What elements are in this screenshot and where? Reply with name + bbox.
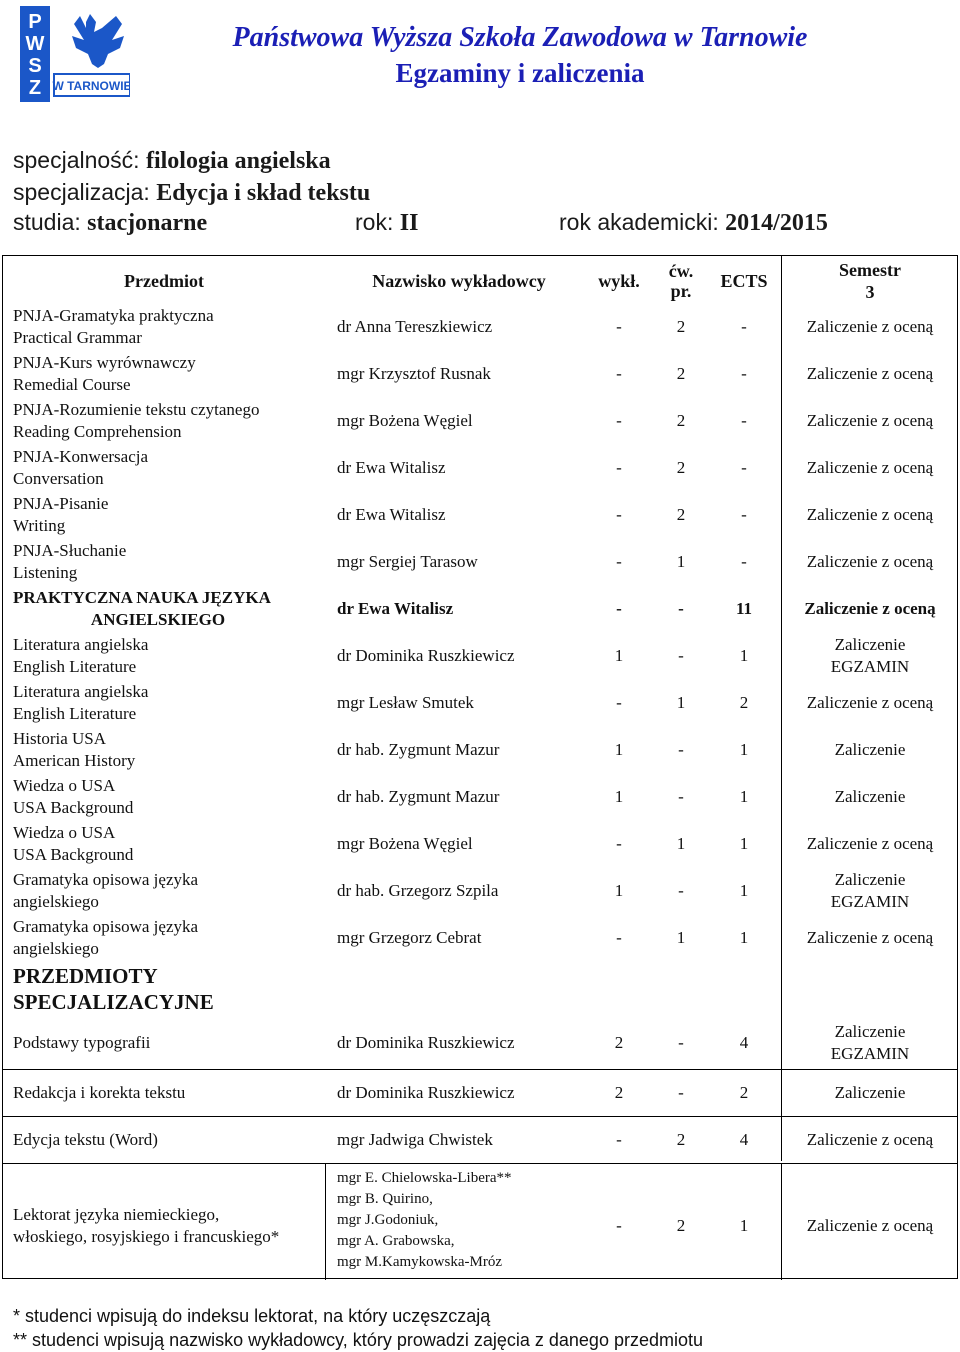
lektorat-wykl: - — [616, 1216, 622, 1235]
subject-line-1: Wiedza o USA — [13, 823, 116, 842]
header-ects: ECTS — [720, 271, 768, 291]
school-title: Państwowa Wyższa Szkoła Zawodowa w Tarnowie — [232, 22, 808, 53]
subject-line-2: American History — [13, 751, 136, 770]
semestr-col-divider — [781, 256, 782, 1161]
semestr-form: Zaliczenie z oceną — [806, 411, 934, 430]
lektorat-subject-2: włoskiego, rosyjskiego i francuskiego* — [13, 1227, 280, 1246]
lecturer-name: dr Ewa Witalisz — [337, 599, 454, 618]
subject-line-1: Literatura angielska — [13, 635, 149, 654]
semestr-form: Zaliczenie z oceną — [806, 505, 934, 524]
wykl-hours: - — [616, 552, 622, 571]
cw-hours: 2 — [676, 458, 686, 477]
ects-points: 2 — [739, 693, 749, 712]
semestr-egzamin: EGZAMIN — [830, 657, 910, 676]
cw-hours: - — [678, 787, 684, 806]
studia-value: stacjonarne — [87, 210, 208, 236]
subject-line-2: English Literature — [13, 657, 137, 676]
lecturer-name: mgr Bożena Węgiel — [337, 834, 473, 853]
rok-akademicki-label: rok akademicki: — [559, 209, 719, 235]
row-divider — [3, 1069, 957, 1070]
studia-label: studia: — [13, 209, 81, 235]
lektorat-lecturer: mgr B. Quirino, — [337, 1191, 433, 1207]
lecturer-name: dr hab. Zygmunt Mazur — [337, 787, 500, 806]
specjalnosc-line — [13, 147, 331, 175]
spec-ects: 4 — [739, 1033, 749, 1052]
subject-line-1: Gramatyka opisowa języka — [13, 917, 199, 936]
wykl-hours: 1 — [614, 787, 624, 806]
subject-line-1: PNJA-Konwersacja — [13, 447, 149, 466]
logo-caption: W TARNOWIE — [52, 79, 130, 93]
spec-wykl: - — [616, 1130, 622, 1149]
rok-group — [355, 209, 418, 237]
ects-points: - — [741, 458, 747, 477]
lecturer-name: mgr Sergiej Tarasow — [337, 552, 478, 571]
logo-letter-p: P — [28, 11, 42, 33]
spec-cw: 2 — [676, 1130, 686, 1149]
logo-letter-w: W — [25, 33, 45, 55]
lektorat-ects: 1 — [739, 1216, 749, 1235]
lecturer-name: dr Ewa Witalisz — [337, 458, 446, 477]
subject-line-1: Literatura angielska — [13, 682, 149, 701]
subject-line-2: ANGIELSKIEGO — [90, 610, 226, 629]
header-przedmiot: Przedmiot — [124, 271, 204, 291]
lektorat-col-divider — [325, 1163, 326, 1280]
semestr-form: Zaliczenie z oceną — [804, 599, 936, 618]
specjalnosc-value: filologia angielska — [145, 148, 331, 174]
specjalizacja-line — [13, 179, 370, 207]
specjalizacja-label: specjalizacja: — [13, 179, 150, 205]
specjalnosc-label: specjalność: — [13, 147, 140, 173]
subject-line-1: Gramatyka opisowa języka — [13, 870, 199, 889]
lektorat-cw: 2 — [676, 1216, 686, 1235]
semestr-form: Zaliczenie z oceną — [806, 364, 934, 383]
wykl-hours: - — [616, 505, 622, 524]
row-divider — [3, 1116, 957, 1117]
header-pr: pr. — [670, 281, 692, 301]
subject-line-2: Remedial Course — [13, 375, 131, 394]
spec-lecturer: mgr Jadwiga Chwistek — [337, 1130, 493, 1149]
lektorat-lecturer: mgr E. Chielowska-Libera** — [337, 1170, 512, 1186]
subject-line-1: PNJA-Kurs wyrównawczy — [13, 353, 196, 372]
semestr-col-divider-lower — [781, 1163, 782, 1280]
subject-line-1: Historia USA — [13, 729, 107, 748]
lecturer-name: dr Ewa Witalisz — [337, 505, 446, 524]
header-cw: ćw. — [668, 261, 694, 281]
specjalizacja-value: Edycja i skład tekstu — [156, 180, 371, 206]
rok-value: II — [399, 210, 419, 236]
lektorat-semestr: Zaliczenie z oceną — [806, 1216, 934, 1235]
semestr-form: Zaliczenie — [834, 740, 906, 759]
spec-lecturer: dr Dominika Ruszkiewicz — [337, 1083, 515, 1102]
subject-line-1: PNJA-Pisanie — [13, 494, 109, 513]
ects-points: 1 — [739, 740, 749, 759]
semestr-form: Zaliczenie z oceną — [806, 458, 934, 477]
eagle-emblem-icon — [72, 14, 124, 68]
cw-hours: - — [678, 881, 684, 900]
spec-ects: 2 — [739, 1083, 749, 1102]
cw-hours: - — [678, 599, 684, 618]
semestr-form: Zaliczenie z oceną — [806, 834, 934, 853]
subject-line-2: Practical Grammar — [13, 328, 142, 347]
spec-subject: Edycja tekstu (Word) — [13, 1130, 158, 1149]
section-title-line-1: PRZEDMIOTY — [13, 964, 158, 988]
wykl-hours: - — [616, 364, 622, 383]
lecturer-name: mgr Bożena Węgiel — [337, 411, 473, 430]
footnote-lektorat: * studenci wpisują do indeksu lektorat, na który uczęszczają — [13, 1306, 491, 1326]
document-subtitle: Egzaminy i zaliczenia — [395, 58, 645, 88]
subject-line-2: angielskiego — [13, 939, 99, 958]
wykl-hours: - — [616, 834, 622, 853]
lektorat-lecturer: mgr M.Kamykowska-Mróz — [337, 1254, 502, 1270]
subject-line-1: PNJA-Rozumienie tekstu czytanego — [13, 400, 260, 419]
subject-line-2: USA Background — [13, 798, 134, 817]
header-semestr: Semestr — [839, 260, 901, 280]
semestr-form: Zaliczenie z oceną — [806, 928, 934, 947]
ects-points: 1 — [739, 834, 749, 853]
spec-subject: Redakcja i korekta tekstu — [13, 1083, 186, 1102]
row-divider — [3, 1163, 957, 1164]
logo-letter-z: Z — [28, 77, 42, 99]
logo-letter-s: S — [28, 55, 42, 77]
subject-line-2: USA Background — [13, 845, 134, 864]
spec-semestr: Zaliczenie — [834, 1083, 906, 1102]
spec-cw: - — [678, 1083, 684, 1102]
header-rule — [781, 255, 957, 256]
spec-wykl: 2 — [614, 1033, 624, 1052]
lecturer-name: mgr Grzegorz Cebrat — [337, 928, 482, 947]
ects-points: 1 — [739, 646, 749, 665]
wykl-hours: - — [616, 458, 622, 477]
cw-hours: 1 — [676, 552, 686, 571]
semestr-form: Zaliczenie z oceną — [806, 317, 934, 336]
wykl-hours: - — [616, 599, 622, 618]
wykl-hours: - — [616, 693, 622, 712]
subject-line-1: PNJA-Słuchanie — [13, 541, 127, 560]
subject-line-2: English Literature — [13, 704, 137, 723]
lektorat-lecturer: mgr J.Godoniuk, — [337, 1212, 439, 1228]
wykl-hours: 1 — [614, 740, 624, 759]
lecturer-name: mgr Krzysztof Rusnak — [337, 364, 491, 383]
spec-semestr-egzamin: EGZAMIN — [830, 1044, 910, 1063]
footnote-wykladowca: ** studenci wpisują nazwisko wykładowcy, który prowadzi zajęcia z danego przedmiotu — [13, 1330, 703, 1350]
rok-label: rok: — [355, 209, 394, 235]
subject-line-2: Listening — [13, 563, 78, 582]
ects-points: - — [741, 505, 747, 524]
cw-hours: 1 — [676, 834, 686, 853]
cw-hours: 2 — [676, 505, 686, 524]
spec-ects: 4 — [739, 1130, 749, 1149]
lektorat-lecturer: mgr A. Grabowska, — [337, 1233, 455, 1249]
ects-points: 1 — [739, 787, 749, 806]
ects-points: - — [741, 552, 747, 571]
ects-points: 1 — [739, 881, 749, 900]
courses-table — [2, 255, 958, 1279]
subject-line-2: Reading Comprehension — [13, 422, 182, 441]
rok-akademicki-value: 2014/2015 — [725, 210, 828, 236]
semestr-zaliczenie: Zaliczenie — [834, 870, 906, 889]
wykl-hours: 1 — [614, 646, 624, 665]
ects-points: 11 — [735, 599, 753, 618]
cw-hours: - — [678, 740, 684, 759]
header-wykladowca: Nazwisko wykładowcy — [372, 271, 546, 291]
pwsz-logo — [20, 6, 130, 104]
spec-subject: Podstawy typografii — [13, 1033, 151, 1052]
spec-wykl: 2 — [614, 1083, 624, 1102]
cw-hours: - — [678, 646, 684, 665]
ects-points: - — [741, 317, 747, 336]
semestr-egzamin: EGZAMIN — [830, 892, 910, 911]
lektorat-subject-1: Lektorat języka niemieckiego, — [13, 1205, 220, 1224]
semestr-form: Zaliczenie — [834, 787, 906, 806]
ects-points: - — [741, 411, 747, 430]
subject-line-1: PRAKTYCZNA NAUKA JĘZYKA — [13, 588, 271, 607]
cw-hours: 2 — [676, 364, 686, 383]
wykl-hours: - — [616, 317, 622, 336]
subject-line-2: angielskiego — [13, 892, 99, 911]
lecturer-name: dr Anna Tereszkiewicz — [337, 317, 493, 336]
subject-line-2: Writing — [13, 516, 66, 535]
semestr-zaliczenie: Zaliczenie — [834, 635, 906, 654]
spec-semestr-zaliczenie: Zaliczenie — [834, 1022, 906, 1041]
studia-line — [13, 209, 953, 237]
spec-semestr: Zaliczenie z oceną — [806, 1130, 934, 1149]
wykl-hours: 1 — [614, 881, 624, 900]
spec-lecturer: dr Dominika Ruszkiewicz — [337, 1033, 515, 1052]
cw-hours: 2 — [676, 317, 686, 336]
semestr-form: Zaliczenie z oceną — [806, 693, 934, 712]
wykl-hours: - — [616, 928, 622, 947]
ects-points: - — [741, 364, 747, 383]
cw-hours: 1 — [676, 928, 686, 947]
lecturer-name: mgr Lesław Smutek — [337, 693, 474, 712]
subject-line-2: Conversation — [13, 469, 104, 488]
lecturer-name: dr hab. Grzegorz Szpila — [337, 881, 499, 900]
wykl-hours: - — [616, 411, 622, 430]
rok-akademicki-group — [559, 209, 828, 237]
ects-points: 1 — [739, 928, 749, 947]
semestr-form: Zaliczenie z oceną — [806, 552, 934, 571]
subject-line-1: PNJA-Gramatyka praktyczna — [13, 306, 214, 325]
header-semestr-number: 3 — [865, 282, 875, 302]
cw-hours: 2 — [676, 411, 686, 430]
spec-cw: - — [678, 1033, 684, 1052]
header-wykl: wykł. — [598, 271, 640, 291]
section-title-line-2: SPECJALIZACYJNE — [13, 990, 214, 1014]
subject-line-1: Wiedza o USA — [13, 776, 116, 795]
cw-hours: 1 — [676, 693, 686, 712]
lecturer-name: dr hab. Zygmunt Mazur — [337, 740, 500, 759]
lecturer-name: dr Dominika Ruszkiewicz — [337, 646, 515, 665]
